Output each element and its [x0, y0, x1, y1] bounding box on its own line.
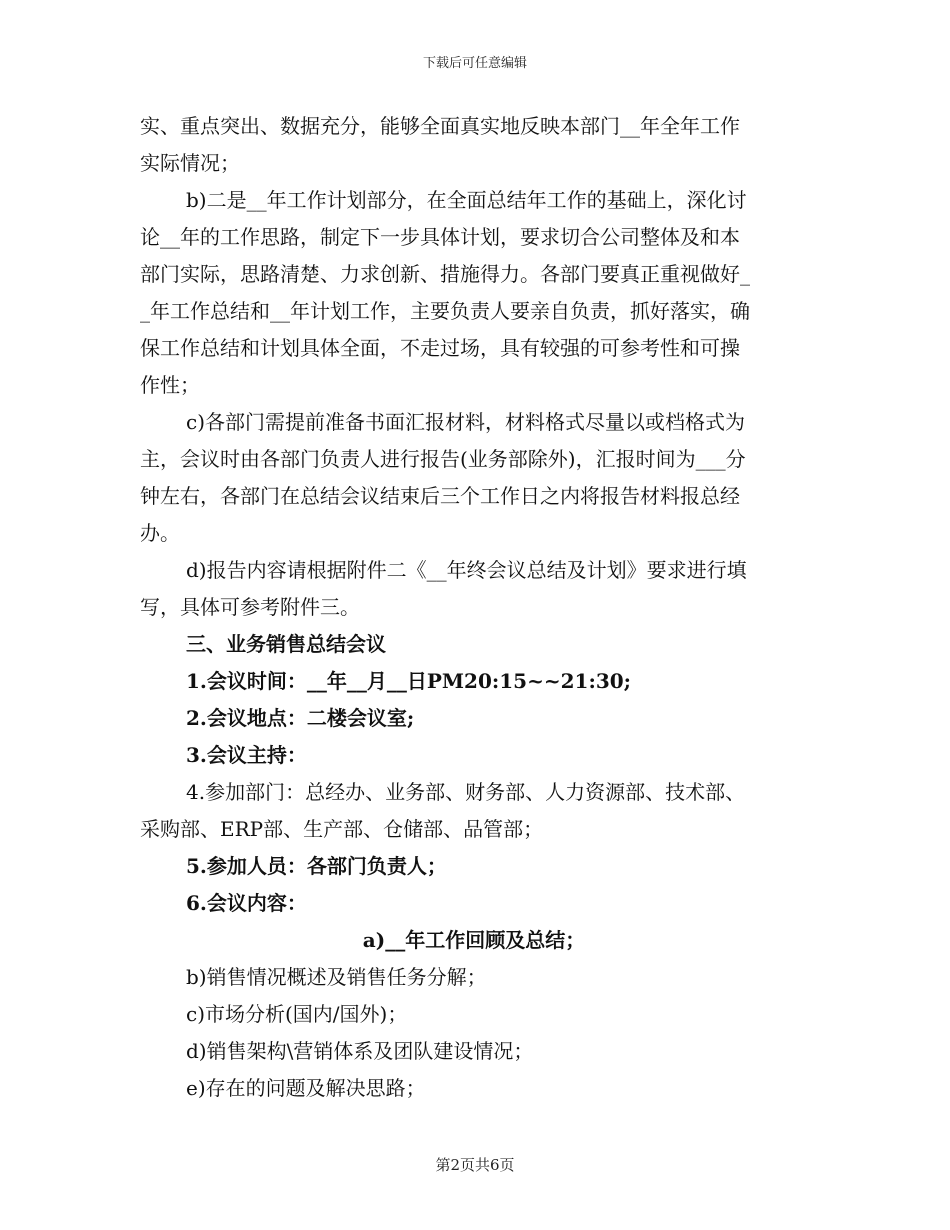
content-sub-a: a)__年工作回顾及总结； [362, 928, 586, 952]
content-sub-e: e)存在的问题及解决思路； [186, 1076, 426, 1100]
document-body [140, 108, 808, 1107]
paragraph-line: 办。 [140, 521, 180, 545]
departments-item-cont: 采购部、ERP部、生产部、仓储部、品管部； [140, 817, 544, 841]
paragraph-line: 部门实际，思路清楚、力求创新、措施得力。各部门要真正重视做好_ [140, 262, 750, 286]
content-sub-b: b)销售情况概述及销售任务分解； [186, 965, 487, 989]
meeting-host-item: 3.会议主持： [186, 743, 307, 767]
paragraph-line: 论__年的工作思路，制定下一步具体计划，要求切合公司整体及和本 [140, 225, 740, 249]
participants-item: 5.参加人员：各部门负责人； [186, 854, 447, 878]
page-header: 下载后可任意编辑 [422, 56, 527, 71]
meeting-content-item: 6.会议内容： [186, 891, 307, 915]
departments-item: 4.参加部门：总经办、业务部、财务部、人力资源部、技术部、 [186, 780, 746, 804]
paragraph-line: 主，会议时由各部门负责人进行报告(业务部除外)，汇报时间为___分 [140, 447, 746, 471]
page-footer: 第2页共6页 [435, 1156, 515, 1174]
paragraph-line: 实、重点突出、数据充分，能够全面真实地反映本部门__年全年工作 [140, 114, 740, 138]
paragraph-line: b)二是__年工作计划部分，在全面总结年工作的基础上，深化讨 [186, 188, 747, 212]
meeting-location-item: 2.会议地点：二楼会议室; [186, 706, 415, 730]
paragraph-line: 作性； [140, 373, 200, 397]
paragraph-line: c)各部门需提前准备书面汇报材料，材料格式尽量以或档格式为 [186, 410, 746, 434]
paragraph-line: 钟左右，各部门在总结会议结束后三个工作日之内将报告材料报总经 [140, 484, 740, 508]
content-sub-c: c)市场分析(国内/国外)； [186, 1002, 408, 1026]
content-sub-d: d)销售架构\营销体系及团队建设情况； [186, 1039, 534, 1063]
meeting-time-item: 1.会议时间：__年__月__日PM20:15~~21:30; [186, 669, 632, 693]
paragraph-line: 实际情况； [140, 151, 240, 175]
paragraph-line: _年工作总结和__年计划工作，主要负责人要亲自负责，抓好落实，确 [140, 299, 750, 323]
paragraph-line: 保工作总结和计划具体全面，不走过场，具有较强的可参考性和可操 [140, 336, 740, 360]
section-title: 三、业务销售总结会议 [186, 632, 386, 656]
paragraph-line: d)报告内容请根据附件二《__年终会议总结及计划》要求进行填 [186, 558, 747, 582]
paragraph-line: 写，具体可参考附件三。 [140, 595, 360, 619]
